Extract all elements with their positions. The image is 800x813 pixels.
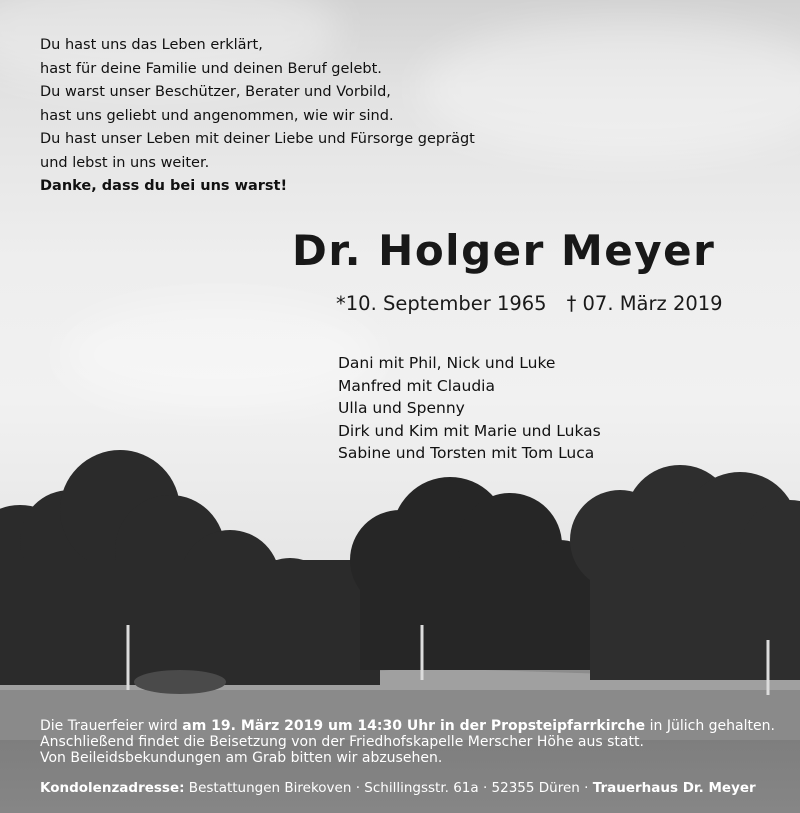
- deceased-name: Dr. Holger Meyer: [292, 226, 716, 275]
- sky-cloud: [420, 20, 800, 160]
- mourner-entry: Ulla und Spenny: [338, 399, 465, 417]
- death-date: † 07. März 2019: [566, 292, 723, 315]
- funeral-details: [40, 718, 775, 766]
- poem-line: Du hast uns das Leben erklärt,: [40, 37, 263, 53]
- poem-line: Du warst unser Beschützer, Berater und Vorbild,: [40, 84, 391, 100]
- sky-cloud: [60, 300, 380, 410]
- condolence-address-text: Bestattungen Birekoven · Schillingsstr. 61a · 52355 Düren ·: [184, 780, 593, 796]
- poem-line: hast uns geliebt und angenommen, wie wir sind.: [40, 107, 394, 124]
- ceremony-text: Die Trauerfeier wird: [40, 718, 183, 734]
- funeral-line-condolence-note: Von Beileidsbekundungen am Grab bitten wir abzusehen.: [40, 750, 443, 766]
- mourners-list: [338, 352, 601, 465]
- condolence-label: Kondolenzadresse:: [40, 780, 185, 796]
- funeral-line-ceremony: [40, 718, 775, 734]
- tree-cluster-center: [350, 477, 600, 670]
- life-dates: [336, 292, 723, 315]
- park-landscape-image: [0, 440, 800, 740]
- condolence-sender: Trauerhaus Dr. Meyer: [592, 780, 756, 796]
- mourner-entry: Dirk und Kim mit Marie und Lukas: [338, 421, 601, 440]
- mourner-entry: Sabine und Torsten mit Tom Luca: [338, 444, 595, 462]
- poem-line: Du hast unser Leben mit deiner Liebe und Fürsorge geprägt: [40, 131, 475, 147]
- poem-line: und lebst in uns weiter.: [40, 154, 210, 171]
- birth-date: *10. September 1965: [336, 292, 547, 315]
- tree-line-left: [0, 450, 380, 685]
- intro-poem: [40, 34, 475, 175]
- mourner-entry: Manfred mit Claudia: [338, 376, 495, 395]
- ceremony-location-text: in Jülich gehalten.: [645, 718, 775, 734]
- poem-line: hast für deine Familie und deinen Beruf gelebt.: [40, 60, 382, 77]
- ceremony-date-place: am 19. März 2019 um 14:30 Uhr in der Propsteipfarrkirche: [182, 718, 646, 734]
- condolence-address: [40, 780, 756, 796]
- mourner-entry: Dani mit Phil, Nick und Luke: [338, 354, 556, 372]
- tree-line-right: [570, 465, 800, 680]
- hedge: [134, 670, 226, 694]
- funeral-line-burial: Anschließend findet die Beisetzung von der Friedhofskapelle Merscher Höhe aus statt.: [40, 734, 644, 750]
- thanks-line: Danke, dass du bei uns warst!: [40, 178, 288, 194]
